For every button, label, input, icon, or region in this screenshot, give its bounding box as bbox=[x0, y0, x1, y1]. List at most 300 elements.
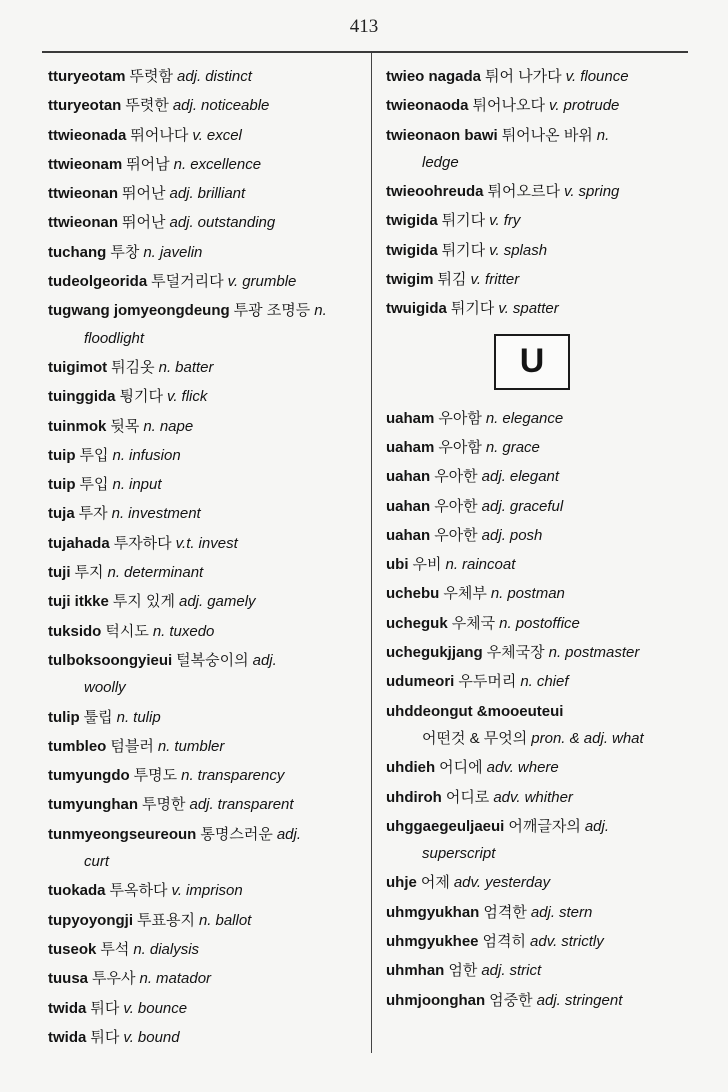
entry-headword: uaham bbox=[386, 409, 435, 427]
entry-definition: determinant bbox=[124, 564, 204, 582]
entry-korean: 엄중한 bbox=[489, 991, 533, 1009]
entry-part-of-speech: adj. bbox=[276, 825, 301, 843]
entry-korean: 우체부 bbox=[443, 585, 487, 603]
dictionary-entry bbox=[386, 868, 686, 897]
entry-headword: tuseok bbox=[48, 940, 97, 958]
entry-part-of-speech: n. bbox=[112, 446, 125, 464]
entry-definition: noticeable bbox=[201, 97, 270, 115]
entry-definition: grumble bbox=[242, 273, 297, 291]
entry-definition: splash bbox=[503, 241, 548, 259]
entry-part-of-speech: adj. bbox=[481, 962, 506, 980]
dictionary-entry bbox=[386, 638, 686, 667]
entry-korean: 엄격한 bbox=[483, 903, 527, 921]
entry-definition: dialysis bbox=[149, 940, 200, 958]
entry-definition: matador bbox=[156, 970, 212, 988]
entry-definition: bound bbox=[137, 1028, 180, 1046]
left-column bbox=[48, 62, 366, 1052]
entry-korean: 투입 bbox=[79, 476, 109, 494]
entry-headword: ttwieonam bbox=[48, 155, 123, 173]
page-number: 413 bbox=[349, 16, 379, 37]
entry-part-of-speech: v. bbox=[470, 271, 482, 289]
entry-part-of-speech: adj. bbox=[481, 497, 506, 515]
dictionary-entry bbox=[386, 956, 686, 985]
entry-part-of-speech: adv. bbox=[486, 759, 514, 777]
dictionary-entry bbox=[386, 91, 686, 120]
entry-part-of-speech: adj. bbox=[172, 97, 198, 115]
entry-headword: tujahada bbox=[48, 534, 110, 552]
entry-korean: 뛰어남 bbox=[126, 155, 170, 173]
entry-korean: 우체국 bbox=[451, 614, 496, 632]
entry-definition: curt bbox=[84, 853, 110, 871]
entry-part-of-speech: adj. bbox=[179, 593, 204, 611]
entry-definition: floodlight bbox=[84, 329, 145, 347]
entry-headword: uahan bbox=[386, 497, 431, 515]
entry-part-of-speech: n. bbox=[112, 476, 125, 494]
entry-definition: graceful bbox=[509, 497, 564, 515]
entry-headword: twigim bbox=[386, 271, 434, 289]
entry-definition: chief bbox=[536, 673, 569, 691]
entry-korean: 우아한 bbox=[434, 526, 478, 544]
dictionary-entry bbox=[48, 994, 366, 1023]
entry-headword: uhggaegeuljaeui bbox=[386, 817, 505, 835]
entry-korean: 투광 조명등 bbox=[233, 302, 311, 320]
entry-definition: excel bbox=[206, 126, 242, 144]
entry-definition: grace bbox=[502, 438, 540, 456]
entry-part-of-speech: n. bbox=[596, 126, 610, 144]
dictionary-entry bbox=[48, 1023, 366, 1052]
entry-part-of-speech: adj. bbox=[169, 185, 194, 203]
entry-part-of-speech: n. bbox=[143, 417, 156, 435]
entry-korean: 튀기다 bbox=[441, 241, 486, 259]
entry-part-of-speech: n. bbox=[499, 614, 512, 632]
entry-headword: twieoohreuda bbox=[386, 183, 484, 201]
dictionary-entry bbox=[386, 62, 686, 91]
entry-definition: infusion bbox=[129, 446, 181, 464]
entry-part-of-speech: n. bbox=[143, 243, 156, 261]
dictionary-entry bbox=[48, 646, 366, 703]
dictionary-entry bbox=[386, 697, 686, 754]
entry-headword: uhdiroh bbox=[386, 788, 442, 806]
entry-definition: tulip bbox=[133, 708, 161, 726]
right-column bbox=[386, 62, 686, 1015]
entry-headword: tuji bbox=[48, 564, 71, 582]
entry-headword: tuip bbox=[48, 446, 76, 464]
dictionary-entry bbox=[48, 906, 366, 935]
entry-definition: outstanding bbox=[197, 214, 276, 232]
entry-korean: 어디에 bbox=[439, 759, 483, 777]
entry-headword: tuusa bbox=[48, 970, 89, 988]
dictionary-entry bbox=[386, 783, 686, 812]
entry-korean: 어제 bbox=[420, 874, 450, 892]
entry-korean: 튀다 bbox=[90, 999, 120, 1017]
entry-korean: 우아함 bbox=[438, 409, 482, 427]
entry-korean: 털복숭이의 bbox=[176, 651, 249, 669]
entry-korean: 튀어나온 바위 bbox=[501, 126, 593, 144]
entry-headword: tulboksoongyieui bbox=[48, 651, 173, 669]
entry-part-of-speech: n. bbox=[116, 708, 130, 726]
dictionary-entry bbox=[386, 927, 686, 956]
entry-definition: brilliant bbox=[197, 185, 246, 203]
entry-headword: ubi bbox=[386, 556, 409, 574]
entry-headword: tuksido bbox=[48, 622, 102, 640]
entry-korean: 턱시도 bbox=[105, 622, 149, 640]
dictionary-entry bbox=[48, 62, 366, 91]
entry-headword: tugwang jomyeongdeung bbox=[48, 302, 230, 320]
entry-definition: woolly bbox=[84, 679, 126, 697]
entry-part-of-speech: n. bbox=[173, 155, 187, 173]
entry-headword: twieonaon bawi bbox=[386, 126, 498, 144]
dictionary-entry bbox=[386, 492, 686, 521]
entry-continuation bbox=[418, 724, 686, 753]
dictionary-entry bbox=[386, 986, 686, 1015]
dictionary-entry bbox=[48, 412, 366, 441]
dictionary-entry bbox=[386, 404, 686, 433]
entry-part-of-speech: v. bbox=[563, 183, 575, 201]
dictionary-entry bbox=[48, 587, 366, 616]
dictionary-entry bbox=[48, 790, 366, 819]
entry-korean: 튀어나오다 bbox=[472, 97, 545, 115]
entry-definition: excellence bbox=[190, 155, 262, 173]
entry-definition: where bbox=[517, 759, 559, 777]
entry-part-of-speech: adj. bbox=[252, 651, 277, 669]
entry-headword: tuji itkke bbox=[48, 593, 109, 611]
entry-korean: 튀기다 bbox=[450, 300, 495, 318]
entry-headword: tumyunghan bbox=[48, 796, 138, 814]
entry-korean: 투자하다 bbox=[113, 534, 172, 552]
entry-korean: 투우사 bbox=[92, 970, 136, 988]
entry-definition: transparent bbox=[217, 796, 294, 814]
entry-korean: 투명도 bbox=[133, 767, 178, 785]
entry-korean: 통명스러운 bbox=[200, 825, 273, 843]
entry-korean: 우비 bbox=[412, 556, 442, 574]
entry-korean: 투지 bbox=[74, 564, 104, 582]
right-column-top bbox=[386, 62, 686, 324]
entry-korean: 우아한 bbox=[434, 497, 478, 515]
entry-headword: twigida bbox=[386, 212, 438, 230]
entry-definition: investment bbox=[128, 505, 201, 523]
entry-korean: 우아한 bbox=[434, 468, 478, 486]
entry-korean: 뚜렷한 bbox=[125, 97, 169, 115]
dictionary-entry bbox=[386, 550, 686, 579]
dictionary-entry bbox=[386, 121, 686, 178]
section-letter-box: U bbox=[494, 334, 570, 390]
entry-definition: elegance bbox=[502, 409, 564, 427]
dictionary-entry bbox=[48, 499, 366, 528]
dictionary-entry bbox=[386, 898, 686, 927]
entry-definition: spring bbox=[578, 183, 620, 201]
dictionary-entry bbox=[48, 703, 366, 732]
entry-korean: 우두머리 bbox=[458, 673, 517, 691]
entry-headword: uahan bbox=[386, 526, 431, 544]
entry-headword: uhje bbox=[386, 874, 417, 892]
dictionary-entry bbox=[48, 820, 366, 877]
dictionary-entry bbox=[48, 558, 366, 587]
entry-definition: postman bbox=[507, 585, 565, 603]
entry-part-of-speech: n. bbox=[107, 564, 120, 582]
entry-headword: ucheguk bbox=[386, 614, 448, 632]
dictionary-entry bbox=[48, 267, 366, 296]
entry-korean: 튀다 bbox=[90, 1028, 120, 1046]
dictionary-entry bbox=[386, 206, 686, 235]
entry-headword: twida bbox=[48, 999, 87, 1017]
dictionary-entry bbox=[48, 91, 366, 120]
entry-headword: tuokada bbox=[48, 882, 106, 900]
dictionary-entry bbox=[48, 876, 366, 905]
entry-definition: flick bbox=[181, 388, 208, 406]
dictionary-entry bbox=[48, 761, 366, 790]
entry-headword: uahan bbox=[386, 468, 431, 486]
entry-headword: twida bbox=[48, 1028, 87, 1046]
entry-headword: uhmgyukhee bbox=[386, 933, 479, 951]
entry-headword: twuigida bbox=[386, 300, 447, 318]
dictionary-entry bbox=[48, 150, 366, 179]
entry-definition: gamely bbox=[207, 593, 256, 611]
entry-definition: tuxedo bbox=[169, 622, 215, 640]
entry-headword: twieonaoda bbox=[386, 97, 469, 115]
entry-part-of-speech: n. bbox=[111, 505, 125, 523]
dictionary-entry bbox=[48, 179, 366, 208]
entry-headword: ttwieonan bbox=[48, 214, 118, 232]
entry-part-of-speech: n. bbox=[157, 737, 171, 755]
dictionary-entry bbox=[48, 296, 366, 353]
entry-korean: 튕기다 bbox=[119, 388, 163, 406]
entry-definition: input bbox=[129, 476, 162, 494]
entry-part-of-speech: n. bbox=[520, 673, 533, 691]
entry-part-of-speech: n. bbox=[152, 622, 166, 640]
dictionary-entry bbox=[386, 609, 686, 638]
dictionary-entry bbox=[48, 470, 366, 499]
entry-headword: tumyungdo bbox=[48, 767, 130, 785]
dictionary-entry bbox=[386, 265, 686, 294]
entry-headword: tuip bbox=[48, 476, 76, 494]
entry-headword: tulip bbox=[48, 708, 80, 726]
entry-part-of-speech: v. bbox=[227, 273, 239, 291]
entry-korean: 투지 있게 bbox=[112, 593, 175, 611]
entry-part-of-speech: v.t. bbox=[175, 534, 195, 552]
entry-definition: raincoat bbox=[462, 556, 516, 574]
column-divider bbox=[371, 53, 372, 1053]
entry-definition: tumbler bbox=[174, 737, 225, 755]
entry-korean: 어디로 bbox=[445, 788, 490, 806]
dictionary-entry bbox=[386, 579, 686, 608]
entry-definition: protrude bbox=[563, 97, 620, 115]
entry-continuation bbox=[418, 839, 686, 868]
entry-definition: strictly bbox=[561, 933, 604, 951]
entry-headword: tuja bbox=[48, 505, 75, 523]
entry-korean: 투입 bbox=[79, 446, 109, 464]
dictionary-entry bbox=[48, 529, 366, 558]
entry-definition: whither bbox=[524, 788, 573, 806]
entry-definition: ballot bbox=[215, 911, 252, 929]
entry-definition: invest bbox=[198, 534, 238, 552]
entry-part-of-speech: adj. bbox=[169, 214, 194, 232]
entry-definition: ledge bbox=[422, 153, 459, 171]
entry-headword: uaham bbox=[386, 438, 435, 456]
entry-korean: 투옥하다 bbox=[109, 882, 168, 900]
dictionary-entry bbox=[48, 208, 366, 237]
entry-korean: 뛰어난 bbox=[122, 185, 166, 203]
entry-headword: tturyeotan bbox=[48, 97, 122, 115]
entry-continuation bbox=[80, 847, 366, 876]
entry-part-of-speech: n. bbox=[485, 409, 499, 427]
entry-headword: ttwieonada bbox=[48, 126, 127, 144]
entry-korean: 투명한 bbox=[142, 796, 186, 814]
entry-korean: 엄격히 bbox=[482, 933, 527, 951]
entry-part-of-speech: v. bbox=[171, 882, 183, 900]
entry-headword: tunmyeongseureoun bbox=[48, 825, 197, 843]
entry-definition: batter bbox=[175, 358, 214, 376]
entry-korean: 튀김 bbox=[437, 271, 467, 289]
entry-definition: distinct bbox=[205, 68, 252, 85]
entry-part-of-speech: v. bbox=[498, 300, 509, 318]
entry-korean: 투창 bbox=[110, 243, 140, 261]
dictionary-entry bbox=[48, 964, 366, 993]
entry-continuation bbox=[418, 148, 686, 177]
entry-part-of-speech: pron. & adj. bbox=[531, 729, 608, 747]
dictionary-entry bbox=[48, 617, 366, 646]
entry-definition: nape bbox=[159, 417, 194, 435]
entry-korean: 우아함 bbox=[438, 438, 482, 456]
entry-part-of-speech: v. bbox=[489, 241, 500, 259]
entry-korean: 우체국장 bbox=[486, 644, 545, 662]
entry-headword: tuinggida bbox=[48, 388, 116, 406]
dictionary-entry bbox=[48, 121, 366, 150]
right-column-bottom bbox=[386, 404, 686, 1015]
entry-definition: imprison bbox=[186, 882, 243, 900]
entry-continuation bbox=[80, 324, 366, 353]
entry-headword: uhmgyukhan bbox=[386, 903, 480, 921]
entry-headword: tumbleo bbox=[48, 737, 107, 755]
dictionary-entry bbox=[48, 935, 366, 964]
entry-definition: elegant bbox=[509, 468, 560, 486]
entry-definition: fritter bbox=[485, 271, 520, 289]
entry-part-of-speech: n. bbox=[198, 911, 212, 929]
entry-part-of-speech: v. bbox=[123, 1028, 134, 1046]
entry-headword: twigida bbox=[386, 241, 438, 259]
entry-part-of-speech: adv. bbox=[493, 788, 521, 806]
dictionary-entry bbox=[48, 353, 366, 382]
entry-headword: ttwieonan bbox=[48, 185, 118, 203]
dictionary-entry bbox=[386, 294, 686, 323]
entry-korean: 튀어 나가다 bbox=[485, 68, 562, 85]
entry-korean: 뒷목 bbox=[110, 417, 140, 435]
entry-part-of-speech: v. bbox=[548, 97, 560, 115]
entry-part-of-speech: n. bbox=[133, 940, 146, 958]
entry-headword: uhmjoonghan bbox=[386, 991, 486, 1009]
dictionary-entry bbox=[386, 177, 686, 206]
entry-headword: uchebu bbox=[386, 585, 440, 603]
entry-part-of-speech: n. bbox=[158, 358, 172, 376]
entry-part-of-speech: v. bbox=[489, 212, 500, 230]
dictionary-entry bbox=[48, 732, 366, 761]
entry-headword: uhmhan bbox=[386, 962, 445, 980]
entry-definition: stern bbox=[559, 903, 593, 921]
entry-korean: 텀블러 bbox=[110, 737, 154, 755]
entry-definition: bounce bbox=[137, 999, 188, 1017]
entry-part-of-speech: adj. bbox=[481, 468, 506, 486]
entry-part-of-speech: adv. bbox=[453, 874, 482, 892]
entry-part-of-speech: adv. bbox=[530, 933, 558, 951]
entry-headword: twieo nagada bbox=[386, 68, 482, 85]
entry-continuation bbox=[80, 673, 366, 702]
entry-definition: postoffice bbox=[515, 614, 580, 632]
entry-definition: strict bbox=[509, 962, 542, 980]
entry-part-of-speech: n. bbox=[490, 585, 504, 603]
entry-part-of-speech: v. bbox=[166, 388, 178, 406]
entry-part-of-speech: n. bbox=[139, 970, 153, 988]
entry-korean: 뛰어난 bbox=[122, 214, 166, 232]
entry-definition: fry bbox=[503, 212, 521, 230]
entry-korean: 투자 bbox=[78, 505, 108, 523]
entry-part-of-speech: n. bbox=[181, 767, 194, 785]
entry-headword: tudeolgeorida bbox=[48, 273, 148, 291]
entry-korean: 투석 bbox=[100, 940, 130, 958]
entry-korean: 튀기다 bbox=[441, 212, 486, 230]
dictionary-entry bbox=[386, 236, 686, 265]
entry-headword: uchegukjjang bbox=[386, 644, 483, 662]
entry-headword: uhdieh bbox=[386, 759, 436, 777]
entry-part-of-speech: v. bbox=[192, 126, 203, 144]
dictionary-entry bbox=[386, 812, 686, 869]
entry-part-of-speech: v. bbox=[565, 68, 577, 85]
entry-part-of-speech: n. bbox=[314, 302, 327, 320]
entry-part-of-speech: adj. bbox=[530, 903, 556, 921]
entry-definition: superscript bbox=[422, 845, 496, 863]
entry-definition: posh bbox=[509, 526, 543, 544]
dictionary-entry bbox=[48, 238, 366, 267]
entry-definition: transparency bbox=[197, 767, 285, 785]
entry-definition: stringent bbox=[564, 991, 623, 1009]
entry-korean: 투덜거리다 bbox=[151, 273, 224, 291]
entry-part-of-speech: n. bbox=[485, 438, 499, 456]
entry-definition: postmaster bbox=[565, 644, 640, 662]
dictionary-entry bbox=[386, 433, 686, 462]
entry-headword: tturyeotam bbox=[48, 68, 126, 85]
entry-part-of-speech: adj. bbox=[584, 817, 609, 835]
entry-headword: tupyoyongji bbox=[48, 911, 133, 929]
entry-part-of-speech: n. bbox=[548, 644, 562, 662]
dictionary-entry bbox=[386, 667, 686, 696]
entry-part-of-speech: adj. bbox=[536, 991, 561, 1009]
dictionary-entry bbox=[386, 462, 686, 491]
entry-headword: uhddeongut &mooeuteui bbox=[386, 702, 564, 720]
header-rule bbox=[42, 51, 688, 53]
entry-definition: spatter bbox=[512, 300, 559, 318]
entry-part-of-speech: n. bbox=[445, 556, 458, 574]
dictionary-entry bbox=[48, 382, 366, 411]
dictionary-entry bbox=[48, 441, 366, 470]
entry-korean: 뚜렷함 bbox=[129, 68, 173, 85]
entry-headword: udumeori bbox=[386, 673, 455, 691]
entry-definition: what bbox=[612, 729, 644, 747]
entry-part-of-speech: v. bbox=[123, 999, 134, 1017]
entry-part-of-speech: adj. bbox=[481, 526, 506, 544]
entry-definition: yesterday bbox=[485, 874, 551, 892]
entry-definition: javelin bbox=[159, 243, 203, 261]
entry-korean: 엄한 bbox=[448, 962, 478, 980]
entry-part-of-speech: adj. bbox=[177, 68, 202, 85]
entry-part-of-speech: adj. bbox=[189, 796, 214, 814]
entry-headword: tuigimot bbox=[48, 358, 108, 376]
dictionary-entry bbox=[386, 753, 686, 782]
dictionary-entry bbox=[386, 521, 686, 550]
entry-headword: tuchang bbox=[48, 243, 107, 261]
entry-definition: flounce bbox=[580, 68, 629, 85]
entry-korean: 튀김옷 bbox=[111, 358, 155, 376]
entry-headword: tuinmok bbox=[48, 417, 107, 435]
entry-korean: 뛰어나다 bbox=[130, 126, 189, 144]
entry-korean: 어떤것 & 무엇의 bbox=[422, 729, 528, 747]
